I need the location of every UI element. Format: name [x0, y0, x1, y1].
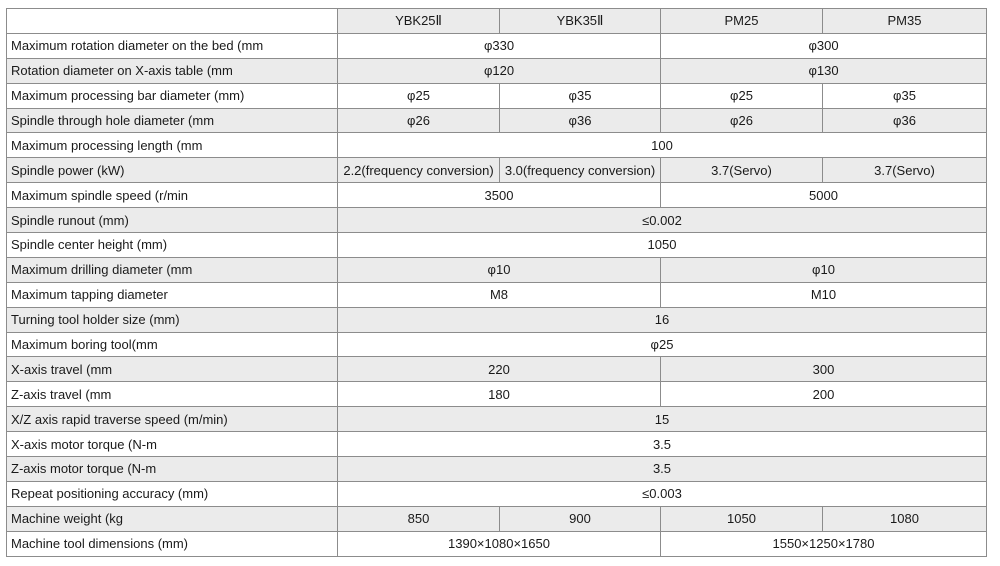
spec-label: Maximum rotation diameter on the bed (mm: [7, 33, 338, 58]
table-row: [7, 233, 987, 258]
spec-value: φ26: [338, 108, 500, 133]
spec-label: Maximum processing bar diameter (mm): [7, 83, 338, 108]
spec-value: φ35: [500, 83, 661, 108]
spec-value: φ10: [661, 257, 987, 282]
spec-value: φ130: [661, 58, 987, 83]
spec-label: X/Z axis rapid traverse speed (m/min): [7, 407, 338, 432]
table-row: [7, 506, 987, 531]
spec-value: 3.5: [338, 432, 987, 457]
spec-table: [6, 8, 987, 557]
spec-value: φ25: [338, 83, 500, 108]
table-row: [7, 183, 987, 208]
spec-value: φ330: [338, 33, 661, 58]
spec-value: φ35: [823, 83, 987, 108]
model-header: YBK35Ⅱ: [500, 9, 661, 34]
spec-label: Maximum spindle speed (r/min: [7, 183, 338, 208]
table-row: [7, 83, 987, 108]
header-row: [7, 9, 987, 34]
spec-label: Machine tool dimensions (mm): [7, 531, 338, 556]
spec-value: 220: [338, 357, 661, 382]
spec-value: 850: [338, 506, 500, 531]
table-row: [7, 481, 987, 506]
spec-value: ≤0.003: [338, 481, 987, 506]
table-row: [7, 332, 987, 357]
spec-value: 100: [338, 133, 987, 158]
table-row: [7, 257, 987, 282]
model-header: PM25: [661, 9, 823, 34]
table-row: [7, 208, 987, 233]
spec-value: 1050: [661, 506, 823, 531]
spec-value: 3.5: [338, 457, 987, 482]
spec-value: 1390×1080×1650: [338, 531, 661, 556]
spec-label: Spindle power (kW): [7, 158, 338, 183]
spec-label: X-axis travel (mm: [7, 357, 338, 382]
table-row: [7, 158, 987, 183]
table-row: [7, 282, 987, 307]
spec-value: 200: [661, 382, 987, 407]
spec-value: 180: [338, 382, 661, 407]
spec-value: φ120: [338, 58, 661, 83]
table-row: [7, 133, 987, 158]
table-row: [7, 531, 987, 556]
table-row: [7, 457, 987, 482]
spec-value: 15: [338, 407, 987, 432]
spec-value: 1080: [823, 506, 987, 531]
spec-label: Spindle runout (mm): [7, 208, 338, 233]
spec-label: Spindle through hole diameter (mm: [7, 108, 338, 133]
table-row: [7, 58, 987, 83]
table-row: [7, 407, 987, 432]
table-row: [7, 307, 987, 332]
spec-label: Maximum boring tool(mm: [7, 332, 338, 357]
spec-label: Rotation diameter on X-axis table (mm: [7, 58, 338, 83]
spec-value: 1050: [338, 233, 987, 258]
spec-label: Z-axis travel (mm: [7, 382, 338, 407]
spec-value: φ25: [338, 332, 987, 357]
spec-value: 1550×1250×1780: [661, 531, 987, 556]
spec-value: φ26: [661, 108, 823, 133]
spec-value: ≤0.002: [338, 208, 987, 233]
spec-value: 3.7(Servo): [661, 158, 823, 183]
table-row: [7, 382, 987, 407]
header-corner-cell: [7, 9, 338, 34]
spec-label: X-axis motor torque (N-m: [7, 432, 338, 457]
spec-value: φ25: [661, 83, 823, 108]
model-header: PM35: [823, 9, 987, 34]
spec-label: Z-axis motor torque (N-m: [7, 457, 338, 482]
spec-value: φ300: [661, 33, 987, 58]
spec-value: 16: [338, 307, 987, 332]
spec-value: φ36: [823, 108, 987, 133]
spec-label: Turning tool holder size (mm): [7, 307, 338, 332]
spec-value: 900: [500, 506, 661, 531]
spec-label: Spindle center height (mm): [7, 233, 338, 258]
table-row: [7, 432, 987, 457]
spec-value: 5000: [661, 183, 987, 208]
spec-label: Repeat positioning accuracy (mm): [7, 481, 338, 506]
spec-value: 3500: [338, 183, 661, 208]
model-header: YBK25Ⅱ: [338, 9, 500, 34]
spec-value: 2.2(frequency conversion): [338, 158, 500, 183]
spec-label: Maximum tapping diameter: [7, 282, 338, 307]
table-row: [7, 33, 987, 58]
spec-label: Maximum processing length (mm: [7, 133, 338, 158]
spec-value: φ10: [338, 257, 661, 282]
table-row: [7, 108, 987, 133]
spec-table-body: [7, 33, 987, 556]
spec-value: 3.7(Servo): [823, 158, 987, 183]
spec-label: Machine weight (kg: [7, 506, 338, 531]
spec-label: Maximum drilling diameter (mm: [7, 257, 338, 282]
spec-value: 3.0(frequency conversion): [500, 158, 661, 183]
table-row: [7, 357, 987, 382]
spec-value: 300: [661, 357, 987, 382]
spec-value: M8: [338, 282, 661, 307]
spec-value: φ36: [500, 108, 661, 133]
spec-value: M10: [661, 282, 987, 307]
